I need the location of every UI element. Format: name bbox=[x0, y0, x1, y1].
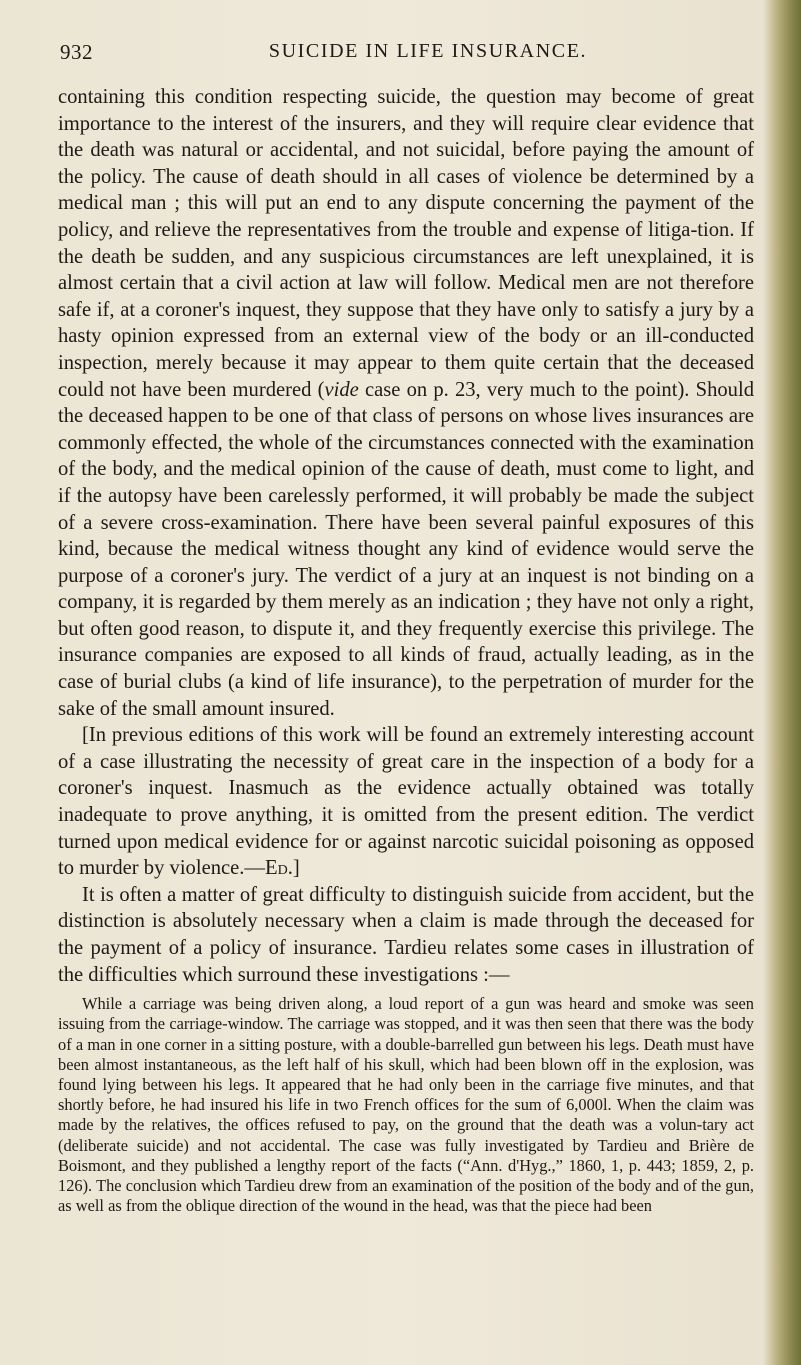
page-header bbox=[58, 40, 758, 74]
text-segment: It is often a matter of great difficulty to distinguish suicide from accident, but the distinction is absolutely necessary when a claim is made through the deceased for the payment of a policy of insurance. Tardieu relates some cases in illustration of the difficulties which surround these investigations :— bbox=[58, 883, 754, 986]
italic-segment: vide bbox=[324, 378, 359, 401]
page-edge-shadow bbox=[763, 0, 801, 1365]
paragraph-editor-note bbox=[58, 722, 754, 882]
case-quotation: While a carriage was being driven along, a loud report of a gun was heard and smoke was seen issuing from the carriage-window. The carriage was stopped, and it was then seen that there was the body of a man in one corner in a sitting posture, with a double-barrelled gun between his legs. Death must have been almost instantaneous, as the left half of his skull, which had been blown off in the explosion, was found lying between his legs. It appeared that he had only been in the carriage five minutes, and that shortly before, he had insured his life in two French offices for the sum of 6,000l. When the claim was made by the relatives, the offices refused to pay, on the ground that the death was a volun-tary act (deliberate suicide) and not accidental. The case was fully investigated by Tardieu and Brière de Boismont, and they published a lengthy report of the facts (“Ann. d'Hyg.,” 1860, 1, p. 443; 1859, 2, p. 126). The conclusion which Tardieu drew from an examination of the position of the body and of the gun, as well as from the oblique direction of the wound in the head, was that the piece had been bbox=[58, 994, 754, 1216]
running-title: SUICIDE IN LIFE INSURANCE. bbox=[268, 40, 588, 62]
paragraph-tardieu-intro bbox=[58, 882, 754, 988]
text-segment: case on p. 23, very much to the point). Should the deceased happen to be one of that class of persons on whose lives insurances are commonly effected, the whole of the circumstances connected with the examination of the body, and the medical opinion of the cause of death, must come to light, and if the autopsy have been carelessly performed, it will probably be made the subject of a severe cross-examination. There have been several painful exposures of this kind, because the medical witness thought any kind of evidence would serve the purpose of a coroner's jury. The verdict of a jury at an inquest is not binding on a company, it is regarded by them merely as an indication ; they have not only a right, but often good reason, to dispute it, and they frequently exercise this privilege. The insurance companies are exposed to all kinds of fraud, actually leading, as in the case of burial clubs (a kind of life insurance), to the perpetration of murder for the sake of the small amount insured. bbox=[58, 378, 754, 720]
text-segment: containing this condition respecting suicide, the question may become of great importance to the interest of the insurers, and they will require clear evidence that the death was natural or accidental, and not suicidal, before paying the amount of the policy. The cause of death should in all cases of violence be determined by a medical man ; this will put an end to any dispute concerning the payment of the policy, and relieve the representatives from the trouble and expense of litiga-tion. If the death be sudden, and any suspicious circumstances are left unexplained, it is almost certain that a civil action at law will follow. Medical men are not therefore safe if, at a coroner's inquest, they suppose that they have only to satisfy a jury by a hasty opinion expressed from an external view of the body or an ill-conducted inspection, merely because it may appear to them quite certain that the deceased could not have been murdered ( bbox=[58, 86, 754, 401]
text-segment: ] bbox=[292, 857, 300, 880]
editor-abbrev: Ed. bbox=[265, 857, 293, 880]
paragraph-continuation bbox=[58, 84, 754, 722]
body-text bbox=[58, 84, 754, 1216]
page-number: 932 bbox=[60, 40, 93, 64]
text-segment: [In previous editions of this work will be found an extremely interesting account of a case illustrating the necessity of great care in the inspection of a body for a coroner's inquest. Inasmuch as the evidence actually obtained was totally inadequate to prove anything, it is omitted from the present edition. The verdict turned upon medical evidence for or against narcotic suicidal poisoning as opposed to murder by violence.— bbox=[58, 724, 754, 880]
